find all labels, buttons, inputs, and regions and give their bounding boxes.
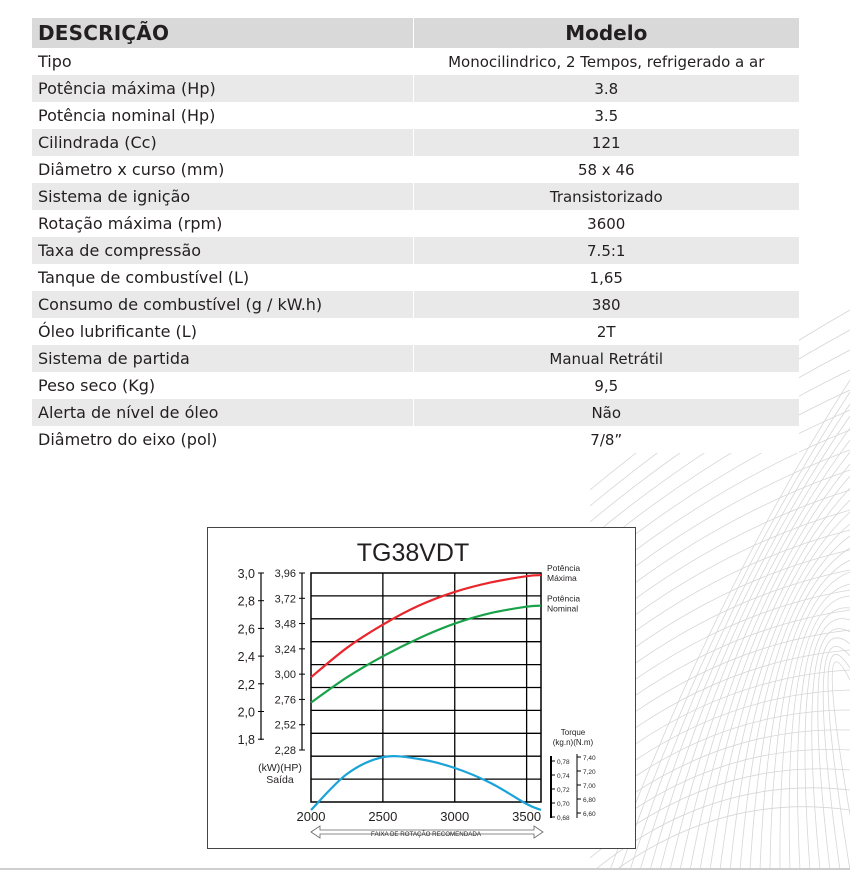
spec-label: Tanque de combustível (L) [32, 264, 413, 291]
x-tick-label: 3500 [512, 809, 542, 824]
torque-label: (kg.n)(N.m) [552, 738, 594, 747]
table-row [32, 291, 799, 318]
hp-tick-label: 3,72 [274, 593, 296, 606]
spec-label: Potência máxima (Hp) [32, 75, 413, 102]
torque-kgm-tick-label: 0,72 [557, 787, 570, 794]
spec-value: 9,5 [413, 372, 799, 399]
table-row [32, 129, 799, 156]
torque-kgm-tick-label: 0,74 [557, 773, 570, 780]
hp-tick-label: 3,24 [274, 643, 296, 656]
hp-tick-label: 3,96 [274, 568, 296, 580]
spec-label: Potência nominal (Hp) [32, 102, 413, 129]
torque-nm-tick-label: 7,20 [583, 769, 596, 776]
header-description: DESCRIÇÃO [32, 18, 413, 48]
spec-label: Tipo [32, 48, 413, 75]
kw-tick-label: 3,0 [237, 567, 255, 581]
spec-value: 58 x 46 [413, 156, 799, 183]
hp-tick-label: 3,48 [274, 618, 296, 631]
table-row [32, 237, 799, 264]
chart-canvas [208, 528, 637, 850]
kw-tick-label: 2,0 [237, 705, 255, 720]
torque-label: Torque [560, 728, 586, 737]
torque-nm-tick-label: 6,80 [583, 797, 596, 804]
table-row [32, 345, 799, 372]
series-label: Nominal [547, 603, 579, 614]
spec-value: 3.8 [413, 75, 799, 102]
table-row [32, 264, 799, 291]
kw-tick-label: 2,8 [237, 594, 255, 609]
torque-kgm-tick-label: 0,68 [557, 815, 570, 822]
spec-value: 3.5 [413, 102, 799, 129]
table-row [32, 183, 799, 210]
x-tick-label: 2500 [368, 809, 398, 824]
series-label: Potência [547, 593, 581, 604]
kw-tick-label: 1,8 [237, 733, 255, 748]
kw-tick-label: 2,2 [237, 677, 255, 692]
spec-label: Consumo de combustível (g / kW.h) [32, 291, 413, 318]
spec-value: Não [413, 399, 799, 426]
spec-value: 380 [413, 291, 799, 318]
y-axis-label: (kW)(HP) [258, 762, 302, 774]
spec-label: Sistema de ignição [32, 183, 413, 210]
spec-label: Taxa de compressão [32, 237, 413, 264]
table-row [32, 372, 799, 399]
spec-value: 7/8” [413, 426, 799, 453]
torque-nm-tick-label: 7,00 [583, 783, 596, 790]
table-row [32, 318, 799, 345]
hp-tick-label: 2,52 [274, 719, 296, 732]
hp-tick-label: 3,00 [274, 669, 296, 682]
table-row [32, 48, 799, 75]
spec-label: Óleo lubrificante (L) [32, 318, 413, 345]
spec-value: 7.5:1 [413, 237, 799, 264]
spec-label: Diâmetro x curso (mm) [32, 156, 413, 183]
torque-kgm-tick-label: 0,70 [557, 801, 570, 808]
spec-label: Cilindrada (Cc) [32, 129, 413, 156]
table-row [32, 426, 799, 453]
hp-tick-label: 2,76 [274, 694, 296, 707]
spec-value: Monocilindrico, 2 Tempos, refrigerado a ar [413, 48, 799, 75]
spec-value: Manual Retrátil [413, 345, 799, 372]
spec-label: Peso seco (Kg) [32, 372, 413, 399]
header-model: Modelo [413, 18, 799, 48]
spec-label: Sistema de partida [32, 345, 413, 372]
series-label: Máxima [547, 573, 577, 584]
spec-value: Transistorizado [413, 183, 799, 210]
spec-label: Alerta de nível de óleo [32, 399, 413, 426]
y-axis-label: Saída [266, 774, 294, 786]
kw-tick-label: 2,4 [237, 650, 255, 665]
table-row [32, 75, 799, 102]
spec-table [32, 18, 799, 453]
rpm-range-label: FAIXA DE ROTAÇÃO RECOMENDADA [371, 831, 481, 838]
chart-title: TG38VDT [356, 539, 470, 567]
spec-label: Rotação máxima (rpm) [32, 210, 413, 237]
kw-tick-label: 2,6 [237, 622, 255, 637]
torque-nm-tick-label: 7,40 [583, 755, 596, 762]
table-row [32, 156, 799, 183]
x-tick-label: 2000 [296, 809, 326, 824]
spec-label: Diâmetro do eixo (pol) [32, 426, 413, 453]
performance-chart [207, 527, 636, 849]
spec-value: 3600 [413, 210, 799, 237]
table-row [32, 399, 799, 426]
table-header-row [32, 18, 799, 48]
spec-value: 1,65 [413, 264, 799, 291]
table-row [32, 102, 799, 129]
series-line [311, 575, 541, 677]
series-label: Potência [547, 563, 581, 574]
spec-value: 2T [413, 318, 799, 345]
x-tick-label: 3000 [440, 809, 470, 824]
torque-nm-tick-label: 6,60 [583, 811, 596, 818]
torque-kgm-tick-label: 0,78 [557, 759, 570, 766]
table-row [32, 210, 799, 237]
spec-value: 121 [413, 129, 799, 156]
hp-tick-label: 2,28 [274, 745, 296, 757]
